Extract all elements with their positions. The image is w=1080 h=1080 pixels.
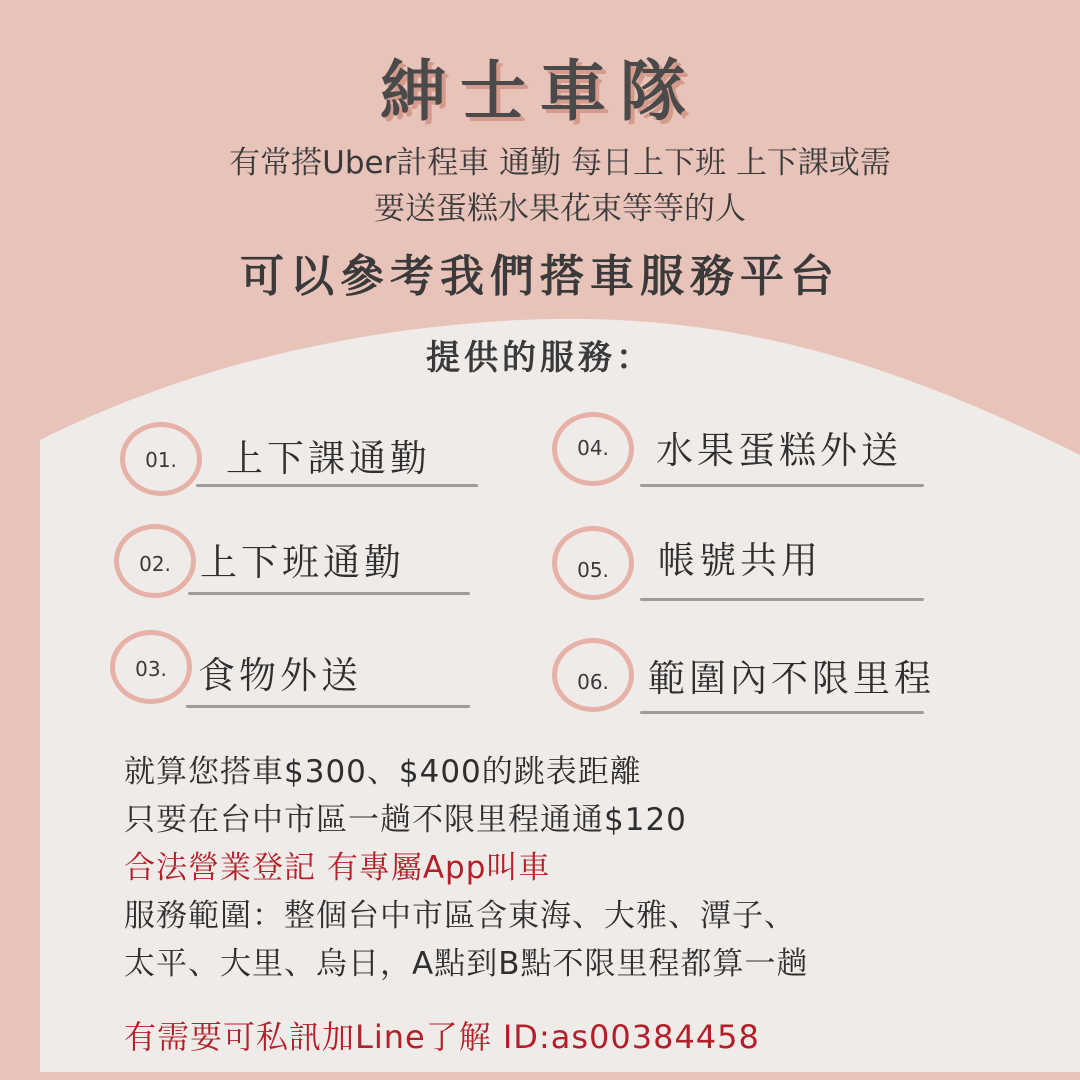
service-label: 食物外送 [198,654,362,697]
service-number: 04. [577,436,609,460]
service-number: 03. [135,657,167,681]
services-heading: 提供的服務： [426,338,654,378]
platform-line: 可以參考我們搭車服務平台 [240,251,840,302]
underline [186,705,470,708]
brand-title: 紳士車隊 [380,53,700,130]
intro-line-1: 有常搭Uber計程車 通勤 每日上下班 上下課或需 [229,145,891,181]
intro-line-2: 要送蛋糕水果花束等等的人 [374,191,746,227]
service-number: 02. [139,552,171,576]
service-label: 上下課通勤 [226,437,431,480]
details-line-5: 太平、大里、烏日，A點到B點不限里程都算一趟 [124,946,809,982]
service-number: 06. [577,670,609,694]
service-label: 水果蛋糕外送 [656,429,902,472]
contact-line: 有需要可私訊加Line了解 ID:as00384458 [124,1018,760,1056]
underline [640,711,924,714]
service-number: 01. [145,448,177,472]
underline [640,598,924,601]
underline [196,484,478,487]
service-number: 05. [577,558,609,582]
details-line-1: 就算您搭車$300、$400的跳表距離 [124,754,642,790]
service-label: 上下班通勤 [200,541,405,584]
underline [188,592,470,595]
details-block [124,748,1024,988]
service-label: 帳號共用 [658,539,822,582]
intro-text [140,140,980,232]
service-label: 範圍內不限里程 [648,657,935,700]
details-line-2: 只要在台中市區一趟不限里程通通$120 [124,802,687,838]
details-line-4: 服務範圍：整個台中市區含東海、大雅、潭子、 [124,898,796,934]
details-line-3: 合法營業登記 有專屬App叫車 [124,850,551,886]
underline [640,484,924,487]
